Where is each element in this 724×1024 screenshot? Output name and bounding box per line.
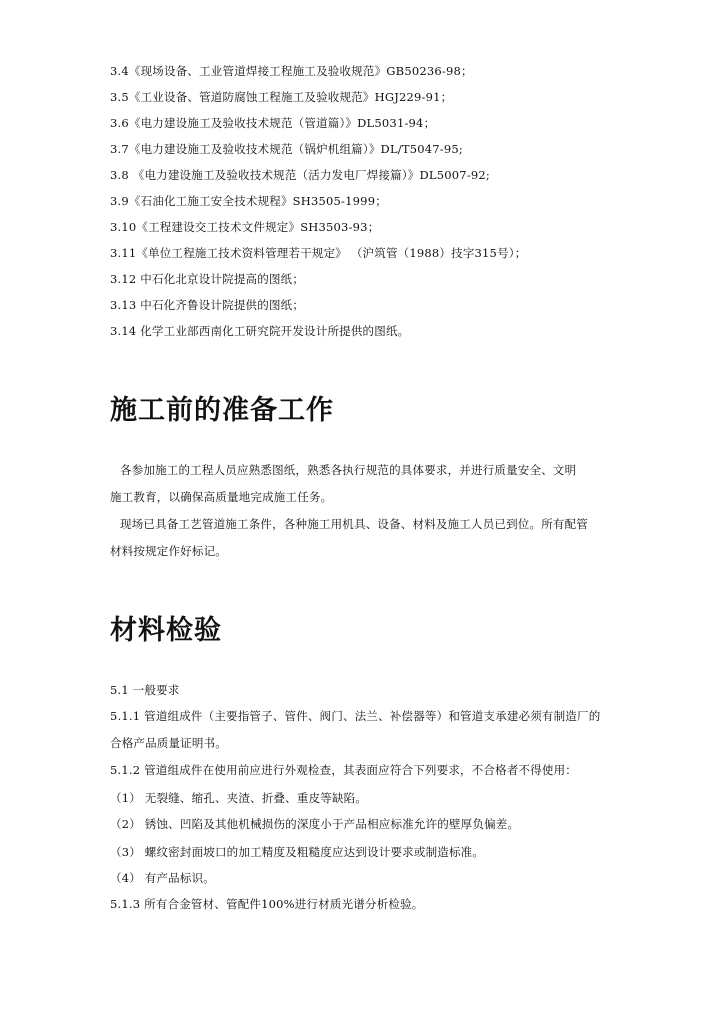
reference-item: 3.6《电力建设施工及验收技术规范（管道篇）》DL5031-94；	[110, 116, 436, 130]
paragraph-line: （2） 锈蚀、凹陷及其他机械损伤的深度小于产品相应标准允许的壁厚负偏差。	[110, 817, 520, 831]
paragraph-line: （4） 有产品标识。	[110, 871, 215, 885]
paragraph-line: 5.1 一般要求	[110, 683, 180, 697]
reference-item: 3.5《工业设备、管道防腐蚀工程施工及验收规范》HGJ229-91；	[110, 90, 453, 104]
paragraph-line: 施工教育，以确保高质量地完成施工任务。	[110, 490, 333, 504]
paragraph-line: 各参加施工的工程人员应熟悉图纸，熟悉各执行规范的具体要求，并进行质量安全、文明	[120, 463, 577, 477]
paragraph-line: 5.1.3 所有合金管材、管配件100%进行材质光谱分析检验。	[110, 897, 424, 911]
reference-item: 3.11《单位工程施工技术资料管理若干规定》 （沪筑管（1988）技字315号）；	[110, 246, 527, 260]
reference-item: 3.12 中石化北京设计院提高的图纸；	[110, 272, 305, 286]
paragraph-line: 现场已具备工艺管道施工条件，各种施工用机具、设备、材料及施工人员已到位。所有配管	[120, 517, 588, 531]
reference-item: 3.10《工程建设交工技术文件规定》SH3503-93；	[110, 220, 380, 234]
reference-item: 3.7《电力建设施工及验收技术规范（锅炉机组篇）》DL/T5047-95;	[110, 142, 463, 156]
paragraph-line: 5.1.1 管道组成件（主要指管子、管件、阀门、法兰、补偿器等）和管道支承建必须有制造厂的	[110, 709, 601, 723]
reference-item: 3.4《现场设备、工业管道焊接工程施工及验收规范》GB50236-98；	[110, 64, 473, 78]
section-heading-preparation: 施工前的准备工作	[110, 395, 334, 426]
reference-item: 3.9《石油化工施工安全技术规程》SH3505-1999；	[110, 194, 387, 208]
reference-item: 3.8 《电力建设施工及验收技术规范（活力发电厂焊接篇）》DL5007-92;	[110, 168, 491, 182]
paragraph-line: （1） 无裂缝、缩孔、夹渣、折叠、重皮等缺陷。	[110, 791, 368, 805]
paragraph-line: 材料按规定作好标记。	[110, 544, 227, 558]
paragraph-line: （3） 螺纹密封面坡口的加工精度及粗糙度应达到设计要求或制造标准。	[110, 845, 485, 859]
reference-item: 3.13 中石化齐鲁设计院提供的图纸；	[110, 298, 305, 312]
section-heading-material: 材料检验	[110, 615, 222, 646]
paragraph-line: 5.1.2 管道组成件在使用前应进行外观检查，其表面应符合下列要求，不合格者不得使用：	[110, 763, 578, 777]
paragraph-line: 合格产品质量证明书。	[110, 736, 227, 750]
reference-item: 3.14 化学工业部西南化工研究院开发设计所提供的图纸。	[110, 324, 410, 338]
